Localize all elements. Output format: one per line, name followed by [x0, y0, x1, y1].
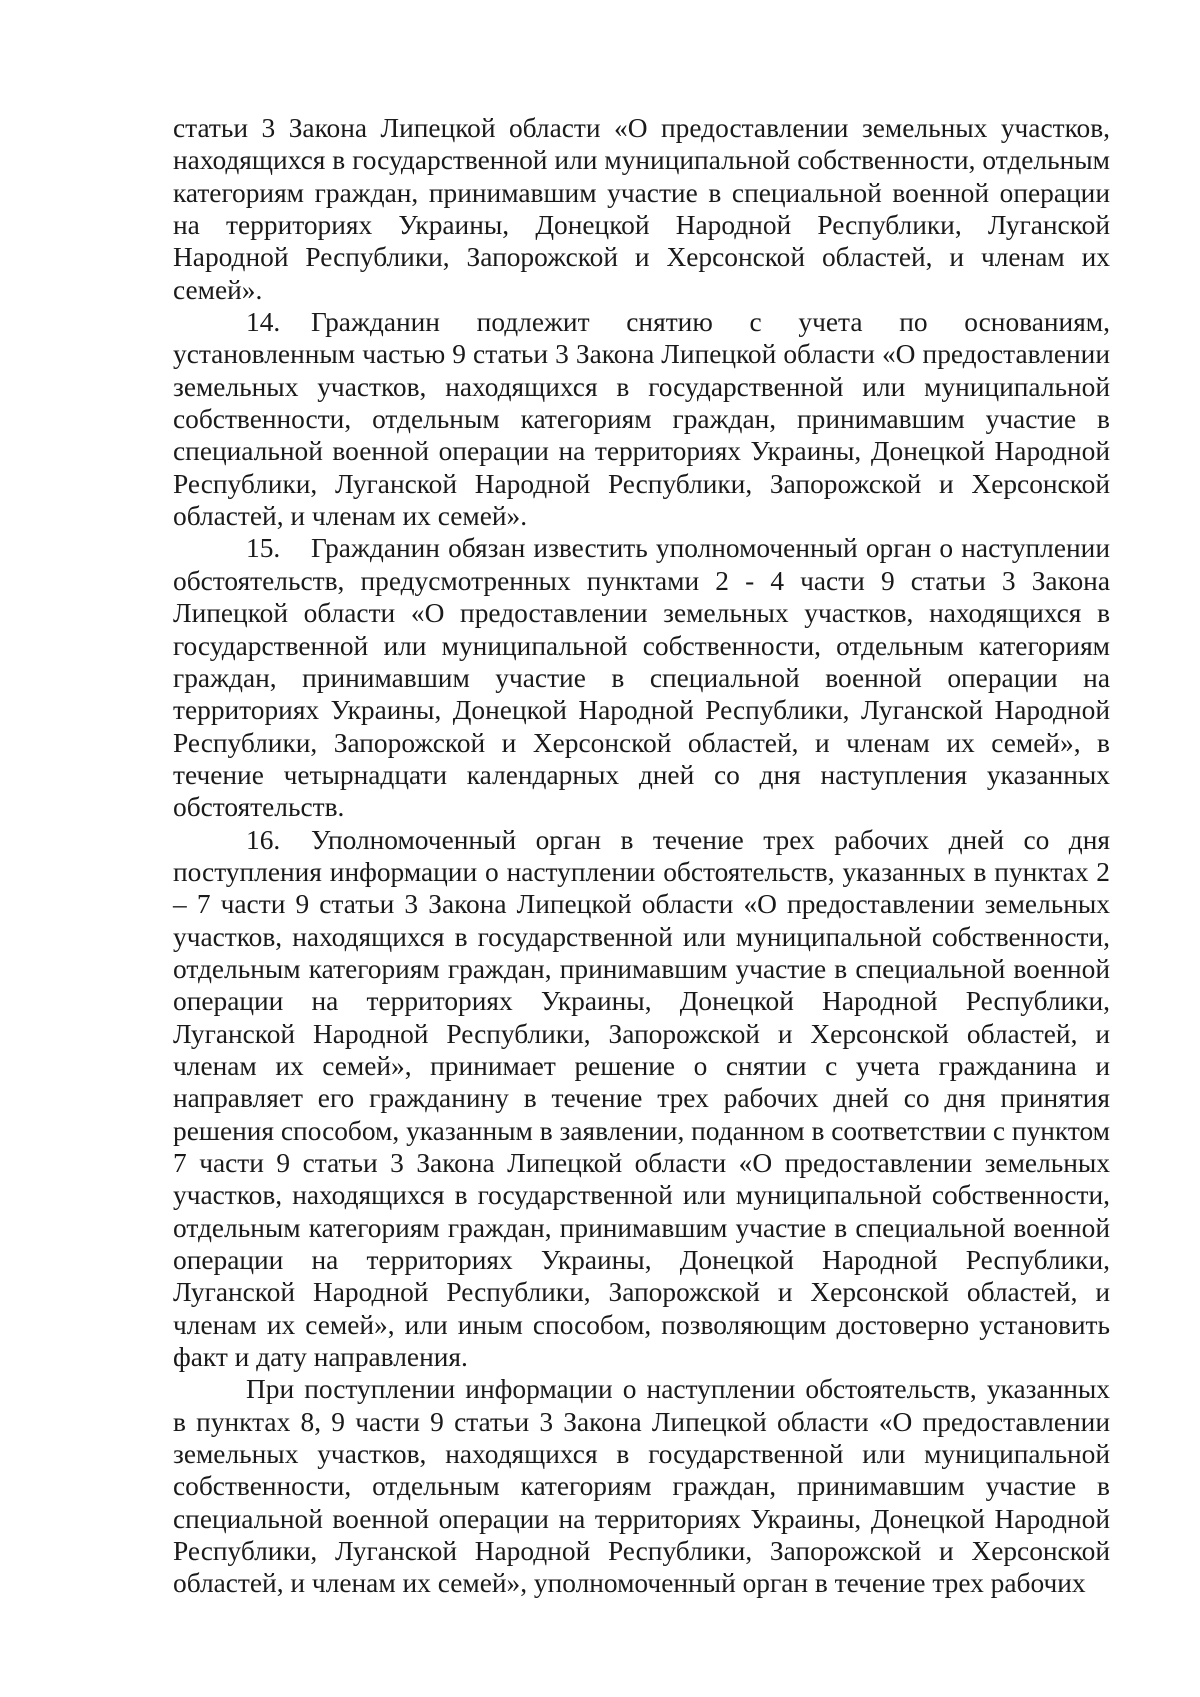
paragraph-text: Уполномоченный орган в течение трех рабочих дней со дня поступления информации о наступлении обстоятельств, указанных в пунктах 2 – 7 части 9 статьи 3 Закона Липецкой области «О предоставлении земельных участков, находящихся в государственной или муниципальной собственности, отдельным категориям граждан, принимавшим участие в специальной военной операции на территориях Украины, Донецкой Народной Республики, Луганской Народной Республики, Запорожской и Херсонской областей, и членам их семей», принимает решение о снятии с учета гражданина и направляет его гражданину в течение трех рабочих дней со дня принятия решения способом, указанным в заявлении, поданном в соответствии с пунктом 7 части 9 статьи 3 Закона Липецкой области «О предоставлении земельных участков, находящихся в государственной или муниципальной собственности, отдельным категориям граждан, принимавшим участие в специальной военной операции на территориях Украины, Донецкой Народной Республики, Луганской Народной Республики, Запорожской и Херсонской областей, и членам их семей», или иным способом, позволяющим достоверно установить факт и дату направления. — [173, 824, 1110, 1373]
paragraph-15 — [173, 532, 1110, 823]
paragraph-text: Гражданин обязан известить уполномоченный орган о наступлении обстоятельств, предусмотренных пунктами 2 - 4 части 9 статьи 3 Закона Липецкой области «О предоставлении земельных участков, находящихся в государственной или муниципальной собственности, отдельным категориям граждан, принимавшим участие в специальной военной операции на территориях Украины, Донецкой Народной Республики, Луганской Народной Республики, Запорожской и Херсонской областей, и членам их семей», в течение четырнадцати календарных дней со дня наступления указанных обстоятельств. — [173, 533, 1110, 823]
paragraph-continuation — [173, 112, 1110, 306]
paragraph-text: Гражданин подлежит снятию с учета по основаниям, установленным частью 9 статьи 3 Закона Липецкой области «О предоставлении земельных участков, находящихся в государственной или муниципальной собственности, отдельным категориям граждан, принимавшим участие в специальной военной операции на территориях Украины, Донецкой Народной Республики, Луганской Народной Республики, Запорожской и Херсонской областей, и членам их семей». — [173, 307, 1110, 532]
paragraph-number: 15. — [246, 533, 281, 564]
paragraph-14 — [173, 306, 1110, 532]
paragraph-16 — [173, 824, 1110, 1374]
paragraph-text: статьи 3 Закона Липецкой области «О предоставлении земельных участков, находящихся в государственной или муниципальной собственности, отдельным категориям граждан, принимавшим участие в специальной военной операции на территориях Украины, Донецкой Народной Республики, Луганской Народной Республики, Запорожской и Херсонской областей, и членам их семей». — [173, 113, 1110, 305]
paragraph-number: 16. — [246, 824, 281, 855]
paragraph-16-continued — [173, 1373, 1110, 1599]
document-body — [173, 112, 1110, 1600]
paragraph-number: 14. — [246, 307, 281, 338]
paragraph-text: При поступлении информации о наступлении обстоятельств, указанных в пунктах 8, 9 части 9 статьи 3 Закона Липецкой области «О предоставлении земельных участков, находящихся в государственной или муниципальной собственности, отдельным категориям граждан, принимавшим участие в специальной военной операции на территориях Украины, Донецкой Народной Республики, Луганской Народной Республики, Запорожской и Херсонской областей, и членам их семей», уполномоченный орган в течение трех рабочих — [173, 1374, 1110, 1599]
